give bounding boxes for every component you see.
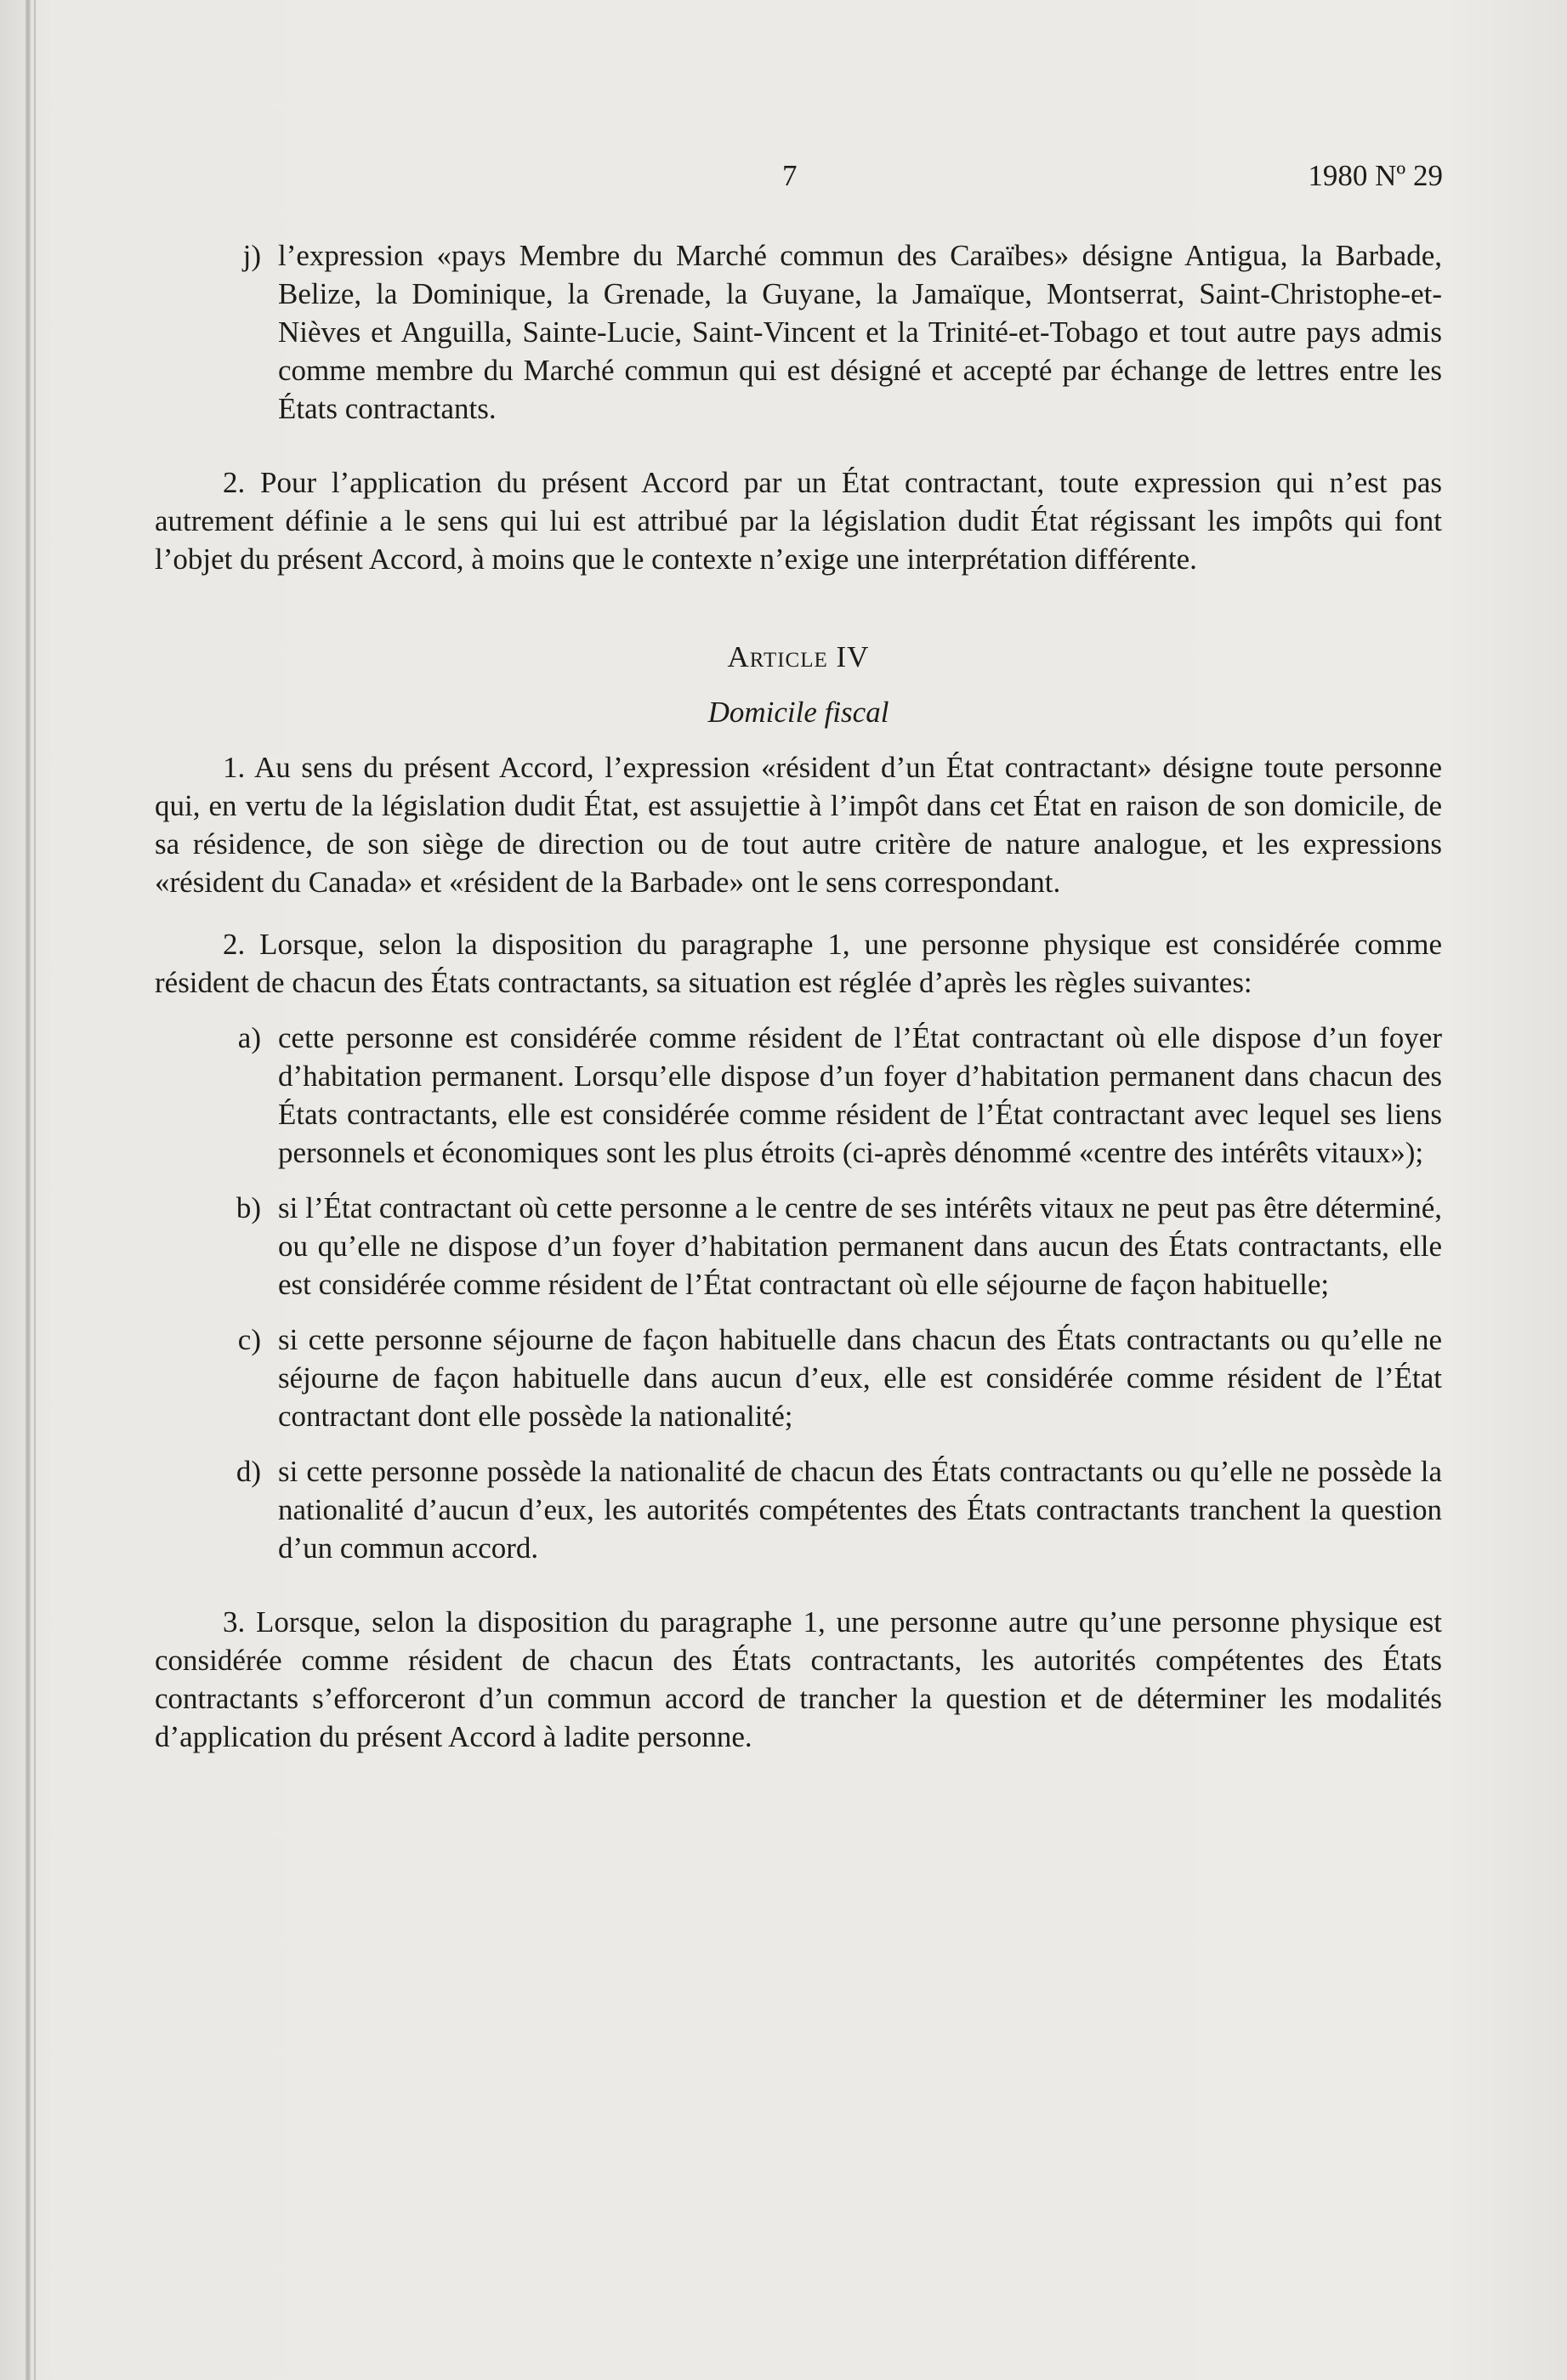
rule-item-b <box>214 1189 1442 1304</box>
item-text: l’expression «pays Membre du Marché commun des Caraïbes» désigne Antigua, la Barbade, Belize, la Dominique, la Grenade, la Guyane, la Jamaïque, Montserrat, Saint-Christophe-et-Nièves et Anguilla, Sainte-Lucie, Saint-Vincent et la Trinité-et-Tobago et tout autre pays admis comme membre du Marché commun qui est désigné et accepté par échange de lettres entre les États contractants. <box>278 239 1442 425</box>
paragraph-2: 2. Pour l’application du présent Accord par un État contractant, toute expression qui n’est pas autrement définie a le sens qui lui est attribué par la législation dudit État régissant les impôts qui font l’objet du présent Accord, à moins que le contexte n’exige une interprétation différente. <box>155 466 1442 576</box>
article-title: Article IV <box>727 640 870 673</box>
definition-item-j <box>155 236 1442 428</box>
article-paragraph-2: 2. Lorsque, selon la disposition du paragraphe 1, une personne physique est considérée comme résident de chacun des États contractants, sa situation est réglée d’après les règles suivantes: <box>155 928 1442 999</box>
page-number: 7 <box>782 159 798 192</box>
rule-item-d <box>214 1452 1442 1567</box>
binding-line <box>34 0 36 2380</box>
rule-text: si cette personne séjourne de façon habituelle dans chacun des États contractants ou qu’elle ne séjourne de façon habituelle dans aucun d’eux, elle est considérée comme résident de l’État contractant dont elle possède la nationalité; <box>278 1323 1442 1433</box>
rule-label: a) <box>237 1021 261 1054</box>
document-body <box>155 236 1442 1756</box>
treaty-reference: 1980 Nº 29 <box>1308 159 1443 192</box>
rule-label: b) <box>236 1191 261 1224</box>
rule-text: si cette personne possède la nationalité de chacun des États contractants ou qu’elle ne possède la nationalité d’aucun d’eux, les autorités compétentes des États contractants tranchent la question d’un commun accord. <box>278 1455 1442 1565</box>
page-header <box>0 155 1567 197</box>
rule-item-c <box>214 1321 1442 1435</box>
article-subtitle: Domicile fiscal <box>707 696 889 729</box>
item-label: j) <box>242 239 261 272</box>
binding-gutter <box>26 0 31 2380</box>
rule-text: si l’État contractant où cette personne a le centre de ses intérêts vitaux ne peut pas être déterminé, ou qu’elle ne dispose d’un foyer d’habitation permanent dans aucun des États contractants, elle est considérée comme résident de l’État contractant où elle séjourne de façon habituelle; <box>278 1191 1442 1301</box>
article-paragraph-1: 1. Au sens du présent Accord, l’expression «résident d’un État contractant» désigne toute personne qui, en vertu de la législation dudit État, est assujettie à l’impôt dans cet État en raison de son domicile, de sa résidence, de son siège de direction ou de tout autre critère de nature analogue, et les expressions «résident du Canada» et «résident de la Barbade» ont le sens correspondant. <box>155 751 1442 899</box>
rule-label: c) <box>237 1323 261 1356</box>
rule-item-a <box>214 1019 1442 1172</box>
rules-list <box>155 1019 1442 1567</box>
rule-label: d) <box>236 1455 261 1488</box>
article-paragraph-3: 3. Lorsque, selon la disposition du paragraphe 1, une personne autre qu’une personne physique est considérée comme résident de chacun des États contractants, les autorités compétentes des États contractants s’efforceront d’un commun accord de trancher la question et de déterminer les modalités d’application du présent Accord à ladite personne. <box>155 1605 1442 1753</box>
rule-text: cette personne est considérée comme résident de l’État contractant où elle dispose d’un foyer d’habitation permanent. Lorsqu’elle dispose d’un foyer d’habitation permanent dans chacun des États contractants, elle est considérée comme résident de l’État contractant avec lequel ses liens personnels et économiques sont les plus étroits (ci-après dénommé «centre des intérêts vitaux»); <box>278 1021 1442 1169</box>
